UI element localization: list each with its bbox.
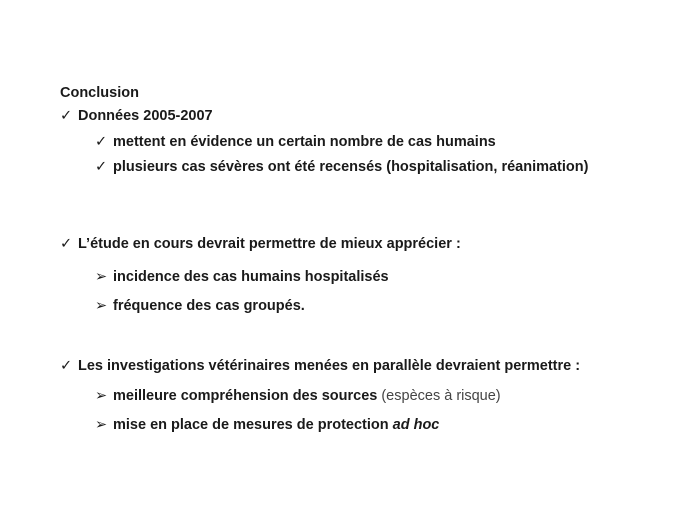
section-3 [60,357,580,375]
section-3-item-2 [95,416,439,434]
section-1-text: Données 2005-2007 [78,108,213,124]
section-1-item-1-text: mettent en évidence un certain nombre de cas humains [113,134,496,150]
checkmark-icon: ✓ [60,358,73,374]
section-3-text: Les investigations vétérinaires menées en parallèle devraient permettre : [78,358,581,374]
section-1 [60,107,213,125]
section-3-item-2-text: mise en place de mesures de protection [113,417,393,433]
section-1-item-2 [95,158,588,176]
section-3-item-1 [95,387,501,405]
section-3-item-2-suffix: ad hoc [392,417,440,433]
section-2-item-1-text: incidence des cas humains hospitalisés [113,269,389,285]
section-2-item-2-text: fréquence des cas groupés. [113,298,305,314]
arrow-bullet-icon: ➢ [95,298,108,314]
section-1-item-2-text: plusieurs cas sévères ont été recensés (hospitalisation, réanimation) [113,159,589,175]
section-2-text: L’étude en cours devrait permettre de mieux apprécier : [78,236,461,252]
slide-heading [60,84,139,102]
checkmark-icon: ✓ [60,236,73,252]
section-1-item-1 [95,133,496,151]
section-2 [60,235,461,253]
arrow-bullet-icon: ➢ [95,269,108,285]
heading-text: Conclusion [60,85,139,101]
section-2-item-2 [95,297,305,315]
section-3-item-1-text: meilleure compréhension des sources [113,388,378,404]
checkmark-icon: ✓ [95,134,108,150]
arrow-bullet-icon: ➢ [95,388,108,404]
section-2-item-1 [95,268,389,286]
checkmark-icon: ✓ [60,108,73,124]
section-3-item-1-suffix: (espèces à risque) [377,388,501,404]
arrow-bullet-icon: ➢ [95,417,108,433]
checkmark-icon: ✓ [95,159,108,175]
